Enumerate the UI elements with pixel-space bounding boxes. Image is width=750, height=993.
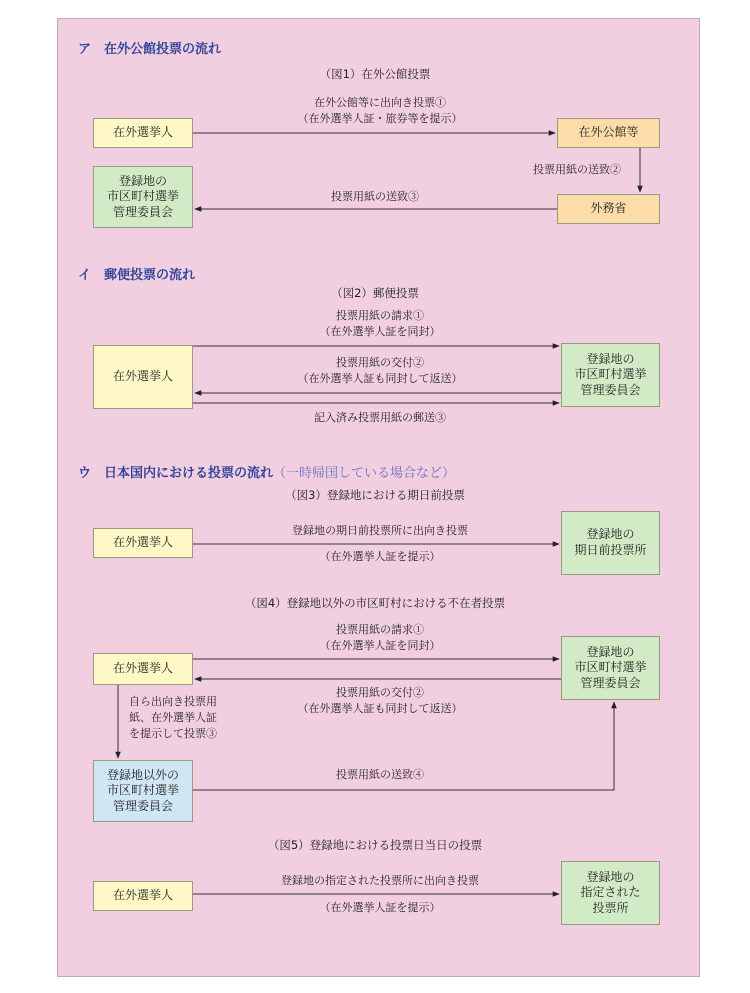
fig3-arrow-bottom-label: （在外選挙人証を提示） [319,550,441,563]
fig4-title: （図4）登録地以外の市区町村における不在者投票 [244,596,506,610]
fig1-arrow1-label: 在外公館等に出向き投票① （在外選挙人証・旅券等を提示） [297,96,463,125]
fig4-voter-box: 在外選挙人 [93,653,193,685]
fig3-arrow-top-label: 登録地の期日前投票所に出向き投票 [292,524,468,537]
fig5-title: （図5）登録地における投票日当日の投票 [267,838,483,852]
fig4-arrow2-label: 投票用紙の交付② （在外選挙人証も同封して返送） [297,686,463,715]
fig3-voter-box: 在外選挙人 [93,528,193,558]
fig2-voter-box: 在外選挙人 [93,345,193,409]
fig2-arrow2-label: 投票用紙の交付② （在外選挙人証も同封して返送） [297,356,463,385]
section-heading-c-sub: （一時帰国している場合など） [273,466,456,481]
fig1-embassy-box: 在外公館等 [557,118,660,148]
section-heading-c-main: ウ 日本国内における投票の流れ [78,466,274,481]
fig1-ministry-box: 外務省 [557,194,660,224]
fig4-arrow4 [193,702,614,790]
fig2-arrow3-label: 記入済み投票用紙の郵送③ [314,411,446,424]
fig4-arrow1-label: 投票用紙の請求① （在外選挙人証を同封） [319,623,441,652]
fig1-committee-box: 登録地の 市区町村選挙 管理委員会 [93,166,193,228]
fig5-voter-box: 在外選挙人 [93,881,193,911]
fig2-arrow1-label: 投票用紙の請求① （在外選挙人証を同封） [319,309,441,338]
section-heading-b: イ 郵便投票の流れ [78,268,196,283]
fig3-title: （図3）登録地における期日前投票 [285,488,465,502]
fig4-other-committee-box: 登録地以外の 市区町村選挙 管理委員会 [93,760,193,822]
fig1-title: （図1）在外公館投票 [319,67,431,81]
section-heading-a: ア 在外公館投票の流れ [78,42,222,57]
fig4-committee-box: 登録地の 市区町村選挙 管理委員会 [561,636,660,700]
fig2-committee-box: 登録地の 市区町村選挙 管理委員会 [561,343,660,407]
fig5-arrow-top-label: 登録地の指定された投票所に出向き投票 [281,874,479,887]
fig4-arrow3-label: 自ら出向き投票用 紙、在外選挙人証 を提示して投票③ [129,695,217,740]
fig1-arrow3-label: 投票用紙の送致③ [331,190,419,203]
fig5-place-box: 登録地の 指定された 投票所 [561,861,660,925]
fig5-arrow-bottom-label: （在外選挙人証を提示） [319,901,441,914]
fig1-voter-box: 在外選挙人 [93,118,193,148]
fig3-place-box: 登録地の 期日前投票所 [561,511,660,575]
fig2-title: （図2）郵便投票 [331,286,419,300]
fig1-arrow2-label: 投票用紙の送致② [533,163,621,176]
fig4-arrow4-label: 投票用紙の送致④ [336,768,424,781]
